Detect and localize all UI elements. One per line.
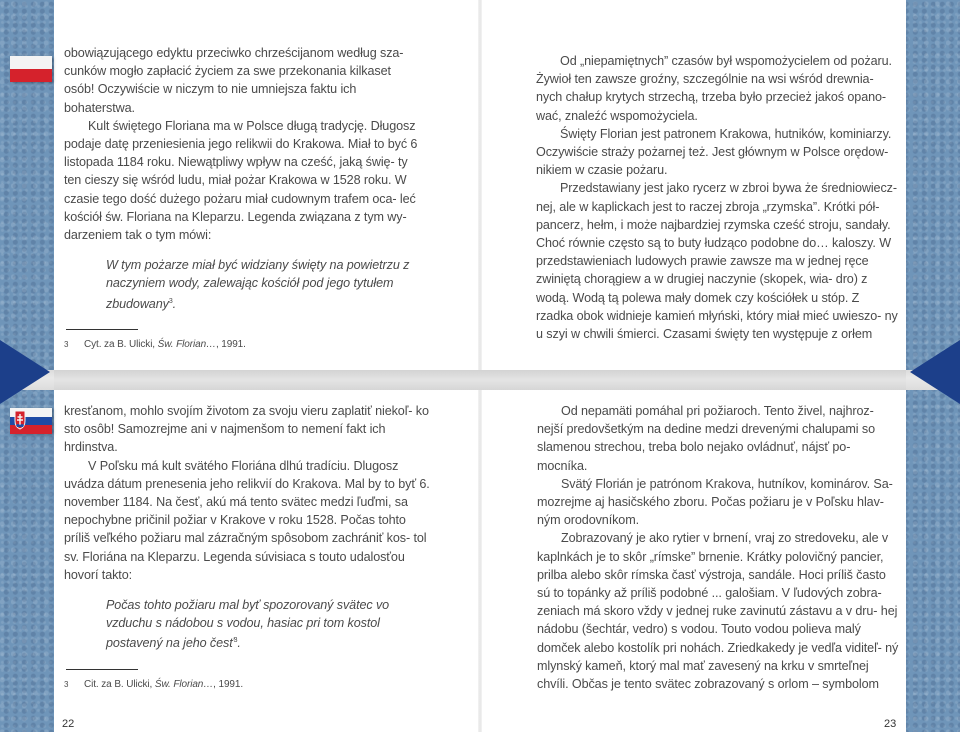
footnote-rule [66,669,138,670]
paragraph: Przedstawiany jest jako rycerz w zbroi bywa że średniowiecz- nej, ale w kaplickach jest to raczej zbroja „rzymska”. Krótki pół- pancerz, hełm, i może najbardziej rzymska cześć stroju, sandały. Choć równie często są to buty łudząco podobne do… kaloszy. W przedstawieniach ludowych prawie zawsze ma w jednej ręce zwiniętą chorągiew a w drugiej naczynie (skopek, wia- dro) z wodą. Wodą tą polewa mały domek czy kościółek u stóp. Z rzadka obok widnieje kamień młyński, który miał mieć uwieszo- ny u szyi w chwili śmierci. Czasami święty ten występuje z orłem [536,181,898,342]
left-triangle-decoration [0,340,50,404]
footnote-number: 3 [64,340,69,350]
footnote-ref: 3 [168,297,173,305]
polish-right-column [536,52,898,343]
legend-quote: W tym pożarze miał być widziany święty na powietrzu z naczyniem wody, zalewając kościół pod jego tytułem zbudowany$^3$. [106,258,410,311]
paragraph: Święty Florian jest patronem Krakowa, hutników, kominiarzy. Oczywiście straży pożarnej też. Jest głównym w Polsce orędow- nikiem w czasie pożaru. [536,126,892,178]
slovak-coat-of-arms-icon [14,410,26,430]
quote-text: Počas tohto požiaru mal byť spozorovaný svätec vo vzduchu s nádobou s vodou, hasiac pri tom kostol postavený na jeho česť [106,598,390,651]
paragraph: Kult świętego Floriana ma w Polsce długą tradycję. Długosz podaje datę przeniesienia jego relikwii do Krakowa. Miał to być 6 listopada 1184 roku. Niewątpliwy wpływ na cześć, jaką świę- ty ten cieszy się wśród ludu, miał pożar Krakowa w 1528 roku. W czasie tego dość dużego pożaru miał cudownym trafem oca- leć kościół św. Floriana na Kleparzu. Legenda związana z tym wy- darzeniem tak o tym mówi: [64,118,418,243]
paragraph: Od nepamäti pomáhal pri požiaroch. Tento živel, najhroz- nejší predovšetkým na dedine medzi drevenými chalupami so slamenou strechou, treba bolo nejako ovládnuť, nájsť po- mocníka. [537,404,876,473]
paragraph: Svätý Florián je patrónom Krakova, hutníkov, kominárov. Sa- mozrejme aj hasičského zboru. Počas požiaru je v Poľsku hlav- ným orodovníkom. [537,476,893,528]
book-gutter [478,0,482,732]
poland-flag-icon [10,56,52,82]
page-number-left: 22 [62,718,75,730]
paragraph: Od „niepamiętnych” czasów był wspomożycielem od pożaru. Żywioł ten zawsze groźny, szczególnie na wsi wśród drewnia- nych chałup krytych strzechą, trzeba było przecież jakoś opano- wać, znaleźć wspomożyciela. [536,54,892,123]
slovak-left-column [64,402,434,692]
footnote-year: , 1991. [213,678,244,690]
footnote-year: , 1991. [215,339,246,351]
section-divider-inner [54,370,906,390]
paragraph: obowiązującego edyktu przeciwko chrześcijanom według sza- cunków mogło zapłacić życiem za swe przekonania kilkaset osób! Oczywiście w niczym to nie umniejsza faktu ich bohaterstwa. [64,46,404,115]
footnote-text: Cyt. za B. Ulicki, [84,339,158,351]
quote-text: W tym pożarze miał być widziany święty na powietrzu z naczyniem wody, zalewając kościół pod jego tytułem zbudowany [106,258,410,311]
slovak-right-column [537,402,899,693]
legend-quote: Počas tohto požiaru mal byť spozorovaný svätec vo vzduchu s nádobou s vodou, hasiac pri tom kostol postavený na jeho česť$^3$. [106,598,390,651]
right-triangle-decoration [910,340,960,404]
footnote-rule [66,329,138,330]
polish-left-column [64,44,424,352]
paragraph: kresťanom, mohlo svojím životom za svoju vieru zaplatiť niekoľ- ko sto osôb! Samozrejme ani v najmenšom to nemení fakt ich hrdinstva. [64,404,429,455]
slovakia-flag-icon [10,408,52,434]
footnote-title: Św. Florian… [157,339,216,351]
footnote-text: Cit. za B. Ulicki, [84,678,155,690]
footnote [64,338,424,352]
footnote [64,678,434,692]
paragraph: Zobrazovaný je ako rytier v brnení, vraj zo stredoveku, ale v kaplnkách je to skôr „rímske” brnenie. Krátky polovičný pancier, prilba alebo skôr rímska časť výstroja, sandále. Hoci príliš často sú to topánky až príliš podobné ... galošiam. V ľudových zobra- zeniach má skoro vždy v jednej ruke zavinutú zástavu a v dru- hej nádobu (šechtár, vedro) s vodou. Touto vodou polieva malý domček alebo kostolík pri nohách. Zriedkakedy je vedľa viditeľ- ný mlynský kameň, ktorý mal mať zavesený na krku v smrteľnej chvíli. Občas je tento svätec zobrazovaný s orlom – symbolom [537,531,899,692]
footnote-ref: 3 [233,637,238,645]
paragraph: V Poľsku má kult svätého Floriána dlhú tradíciu. Dlugosz uvádza dátum prenesenia jeho relikvií do Krakova. Mal by to byť 6. november 1184. Na česť, akú má tento svätec medzi ľuďmi, sa nepochybne pričinil požiar v Krakove v roku 1528. Počas tohto príliš veľkého požiaru mal zázračným spôsobom zachrániť kos- tol sv. Floriána na Kleparzu. Legenda súvisiaca s touto udalosťou hovorí takto: [64,458,430,582]
footnote-number: 3 [64,679,69,689]
footnote-title: Św. Florian… [154,678,214,690]
page-number-right: 23 [884,718,897,730]
